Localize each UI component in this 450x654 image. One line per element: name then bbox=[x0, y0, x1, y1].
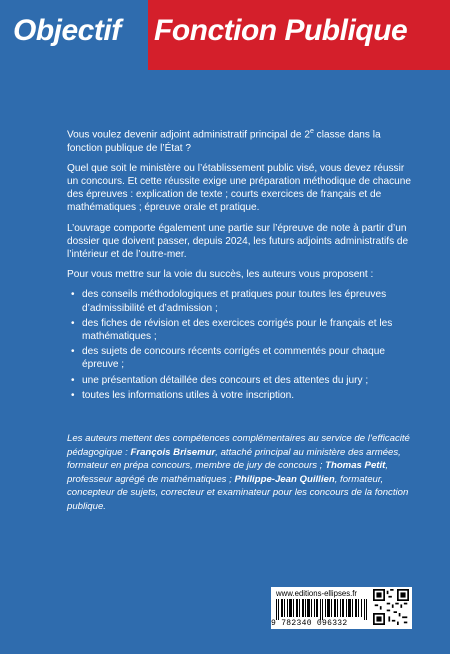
list-item bbox=[67, 288, 417, 314]
list-item bbox=[67, 374, 417, 387]
list-item bbox=[67, 389, 417, 402]
intro-p1-sup: e bbox=[309, 128, 314, 135]
intro-p1-start: Vous voulez devenir adjoint administratif principal de 2 bbox=[67, 129, 310, 141]
intro-paragraph-2: Quel que soit le ministère ou l’établissement public visé, vous devez réussir un concours. Et cette réussite exige une préparation méthodique de chacune des épreuves : explication de texte ; courts exercices de français et de mathématiques ; épreuve orale et pratique. bbox=[67, 162, 411, 214]
bullet-icon: • bbox=[71, 317, 75, 329]
intro-paragraph-4: Pour vous mettre sur la voie du succès, les auteurs vous proposent : bbox=[67, 269, 374, 281]
series-title-objectif: Objectif bbox=[13, 14, 121, 47]
series-title-fonction-publique: Fonction Publique bbox=[154, 14, 408, 47]
authors-paragraph bbox=[67, 432, 427, 514]
list-item bbox=[67, 345, 417, 371]
bullet-icon: • bbox=[71, 289, 75, 301]
author-name: Thomas Petit bbox=[325, 460, 386, 472]
list-item-text: toutes les informations utiles à votre inscription. bbox=[82, 389, 295, 401]
qr-code-icon[interactable] bbox=[373, 589, 409, 625]
features-list bbox=[67, 288, 417, 402]
barcode-icon bbox=[276, 599, 372, 620]
intro-p1-end: classe dans la fonction publique de l’État ? bbox=[67, 129, 381, 154]
list-item-text: des fiches de révision et des exercices corrigés pour le français et les mathématiques ; bbox=[82, 317, 393, 342]
authors-lead: Les auteurs mettent des compétences complémentaires au service de l’efficacité pédagogique : bbox=[67, 433, 410, 458]
author-role: , attaché principal au ministère des armées, formateur en prépa concours, membre de jury de concours ; bbox=[67, 446, 401, 472]
header-banner bbox=[0, 0, 450, 70]
author-role: , formateur, concepteur de sujets, correcteur et examinateur pour les concours de la fonction publique. bbox=[67, 473, 409, 512]
isbn-number: 9 782340 096332 bbox=[271, 619, 348, 628]
intro-paragraph-1 bbox=[67, 125, 417, 155]
list-item-text: des conseils méthodologiques et pratiques pour toutes les épreuves d’admissibilité et d’admission ; bbox=[82, 289, 387, 314]
list-item bbox=[67, 317, 417, 343]
bullet-icon: • bbox=[71, 346, 75, 358]
back-cover-text bbox=[67, 125, 417, 404]
intro-paragraph-3: L’ouvrage comporte également une partie sur l’épreuve de note à partir d’un dossier que doivent passer, depuis 2024, les futurs adjoints administratifs de l’intérieur et de l’outre-mer. bbox=[67, 222, 409, 260]
list-item-text: une présentation détaillée des concours et des attentes du jury ; bbox=[82, 374, 369, 386]
bullet-icon: • bbox=[71, 374, 75, 386]
bullet-icon: • bbox=[71, 389, 75, 401]
list-item-text: des sujets de concours récents corrigés et commentés pour chaque épreuve ; bbox=[82, 346, 385, 371]
author-name: François Brisemur bbox=[130, 446, 216, 458]
publisher-url[interactable]: www.editions-ellipses.fr bbox=[276, 589, 358, 598]
author-role: , professeur agrégé de mathématiques ; bbox=[67, 460, 389, 485]
author-name: Philippe-Jean Quillien bbox=[234, 473, 335, 485]
